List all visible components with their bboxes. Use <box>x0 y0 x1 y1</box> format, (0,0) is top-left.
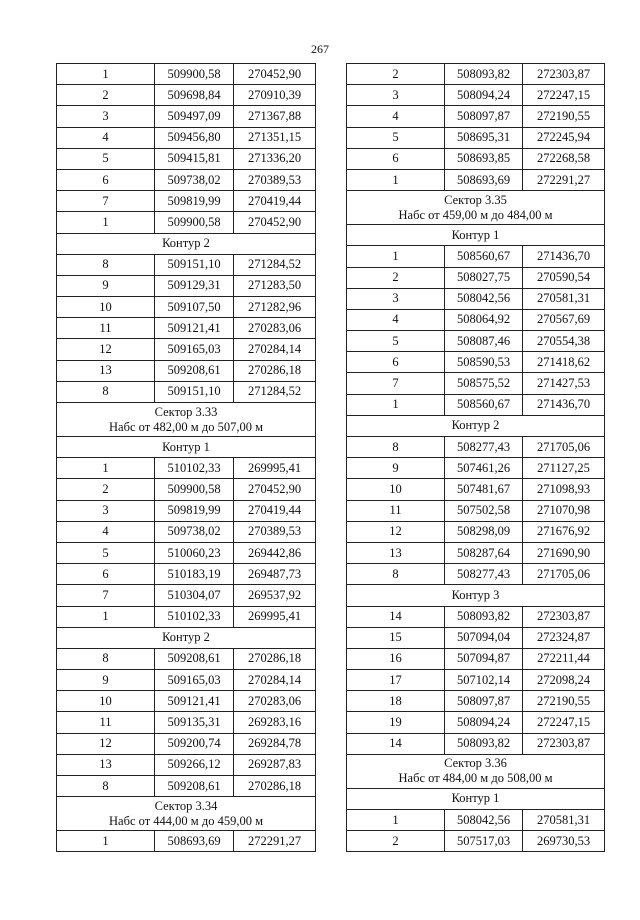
table-row <box>57 712 316 733</box>
coordinate-y: 271127,25 <box>523 458 605 479</box>
point-number: 10 <box>57 297 155 318</box>
page-number: 267 <box>311 42 329 56</box>
coordinate-x: 510060,23 <box>155 542 234 563</box>
table-row <box>57 564 316 585</box>
table-row <box>347 500 605 521</box>
point-number: 7 <box>57 585 155 606</box>
coordinate-y: 270590,54 <box>523 267 605 288</box>
coordinate-y: 269284,78 <box>234 733 316 754</box>
coordinate-x: 510102,33 <box>155 606 234 627</box>
coordinate-y: 272291,27 <box>523 169 605 190</box>
point-number: 9 <box>347 458 445 479</box>
coordinate-y: 269287,83 <box>234 754 316 775</box>
table-row <box>57 85 316 106</box>
coordinates-table-left <box>56 63 316 852</box>
coordinate-x: 508560,67 <box>445 246 523 267</box>
coordinate-y: 269730,53 <box>523 831 605 852</box>
point-number: 16 <box>347 648 445 669</box>
coordinate-y: 271418,62 <box>523 352 605 373</box>
point-number: 5 <box>347 331 445 352</box>
coordinate-y: 269537,92 <box>234 585 316 606</box>
coordinate-y: 272303,87 <box>523 733 605 754</box>
coordinate-x: 507517,03 <box>445 831 523 852</box>
coordinate-y: 269995,41 <box>234 606 316 627</box>
point-number: 13 <box>347 542 445 563</box>
table-row <box>57 500 316 521</box>
contour-label: Контур 1 <box>57 437 316 458</box>
contour-header-row <box>347 225 605 246</box>
coordinate-y: 272291,27 <box>234 831 316 852</box>
point-number: 1 <box>57 458 155 479</box>
coordinate-x: 509738,02 <box>155 169 234 190</box>
point-number: 2 <box>347 267 445 288</box>
coordinate-x: 508093,82 <box>445 733 523 754</box>
point-number: 18 <box>347 691 445 712</box>
coordinate-y: 269442,86 <box>234 542 316 563</box>
sector-title: Сектор 3.36 <box>444 756 507 771</box>
table-row <box>347 309 605 330</box>
coordinate-y: 271284,52 <box>234 381 316 402</box>
table-row <box>57 212 316 233</box>
coordinate-x: 509456,80 <box>155 127 234 148</box>
coordinate-x: 508693,69 <box>445 169 523 190</box>
point-number: 4 <box>57 127 155 148</box>
table-row <box>347 627 605 648</box>
point-number: 17 <box>347 670 445 691</box>
coordinate-y: 270419,44 <box>234 191 316 212</box>
table-row <box>347 437 605 458</box>
coordinate-x: 508287,64 <box>445 542 523 563</box>
coordinate-y: 272303,87 <box>523 606 605 627</box>
table-row <box>57 542 316 563</box>
table-row <box>347 648 605 669</box>
table-row <box>347 352 605 373</box>
point-number: 6 <box>57 169 155 190</box>
point-number: 9 <box>57 275 155 296</box>
point-number: 4 <box>347 106 445 127</box>
table-row <box>57 381 316 402</box>
coordinate-y: 271436,70 <box>523 394 605 415</box>
coordinate-y: 270284,14 <box>234 339 316 360</box>
sector-height-range: Набс от 482,00 м до 507,00 м <box>109 419 263 434</box>
coordinate-y: 271705,06 <box>523 437 605 458</box>
point-number: 7 <box>57 191 155 212</box>
coordinate-x: 509151,10 <box>155 254 234 275</box>
coordinate-y: 270283,06 <box>234 691 316 712</box>
table-row <box>347 458 605 479</box>
coordinate-x: 508094,24 <box>445 712 523 733</box>
table-row <box>57 606 316 627</box>
table-row <box>347 521 605 542</box>
table-row <box>57 169 316 190</box>
point-number: 3 <box>347 85 445 106</box>
coordinate-x: 510102,33 <box>155 458 234 479</box>
coordinate-x: 508277,43 <box>445 564 523 585</box>
table-row <box>57 148 316 169</box>
coordinate-x: 509121,41 <box>155 318 234 339</box>
coordinate-y: 271070,98 <box>523 500 605 521</box>
point-number: 10 <box>57 691 155 712</box>
contour-header-row <box>347 788 605 809</box>
coordinate-y: 271705,06 <box>523 564 605 585</box>
sector-height-range: Набс от 459,00 м до 484,00 м <box>398 207 553 222</box>
coordinate-x: 510183,19 <box>155 564 234 585</box>
coordinate-x: 508590,53 <box>445 352 523 373</box>
point-number: 7 <box>347 373 445 394</box>
sector-header-row <box>347 191 605 225</box>
coordinate-y: 270581,31 <box>523 288 605 309</box>
coordinate-x: 507102,14 <box>445 670 523 691</box>
coordinate-x: 509497,09 <box>155 106 234 127</box>
table-row <box>57 521 316 542</box>
coordinate-x: 508097,87 <box>445 106 523 127</box>
coordinate-y: 272268,58 <box>523 148 605 169</box>
point-number: 5 <box>347 127 445 148</box>
contour-header-row <box>347 415 605 436</box>
coordinate-x: 509698,84 <box>155 85 234 106</box>
table-row <box>347 64 605 85</box>
table-row <box>347 85 605 106</box>
coordinate-y: 271336,20 <box>234 148 316 169</box>
table-row <box>57 360 316 381</box>
contour-header-row <box>57 437 316 458</box>
coordinate-x: 508695,31 <box>445 127 523 148</box>
coordinate-y: 270554,38 <box>523 331 605 352</box>
coordinate-x: 509819,99 <box>155 191 234 212</box>
coordinate-y: 272211,44 <box>523 648 605 669</box>
point-number: 8 <box>57 776 155 797</box>
table-row <box>57 275 316 296</box>
point-number: 12 <box>57 733 155 754</box>
coordinate-x: 508575,52 <box>445 373 523 394</box>
coordinate-x: 508693,85 <box>445 148 523 169</box>
coordinate-y: 270419,44 <box>234 500 316 521</box>
table-row <box>57 254 316 275</box>
coordinate-y: 272098,24 <box>523 670 605 691</box>
table-row <box>57 776 316 797</box>
sector-header <box>347 191 605 225</box>
table-row <box>347 127 605 148</box>
table-row <box>57 106 316 127</box>
contour-label: Контур 2 <box>347 415 605 436</box>
coordinate-x: 507502,58 <box>445 500 523 521</box>
contour-label: Контур 2 <box>57 233 316 254</box>
coordinates-table-right <box>346 63 605 852</box>
coordinate-x: 510304,07 <box>155 585 234 606</box>
coordinate-y: 272247,15 <box>523 85 605 106</box>
table-row <box>347 564 605 585</box>
table-row <box>347 394 605 415</box>
table-row <box>347 288 605 309</box>
coordinate-x: 509900,58 <box>155 479 234 500</box>
coordinate-y: 270284,14 <box>234 670 316 691</box>
contour-label: Контур 3 <box>347 585 605 606</box>
coordinate-x: 509208,61 <box>155 360 234 381</box>
coordinate-x: 508027,75 <box>445 267 523 288</box>
coordinate-x: 509121,41 <box>155 691 234 712</box>
coordinate-x: 508277,43 <box>445 437 523 458</box>
coordinate-y: 272190,55 <box>523 106 605 127</box>
coordinate-x: 508097,87 <box>445 691 523 712</box>
coordinate-y: 270389,53 <box>234 521 316 542</box>
point-number: 11 <box>347 500 445 521</box>
coordinate-y: 271282,96 <box>234 297 316 318</box>
coordinate-x: 508094,24 <box>445 85 523 106</box>
point-number: 8 <box>57 254 155 275</box>
point-number: 11 <box>57 318 155 339</box>
point-number: 14 <box>347 606 445 627</box>
point-number: 8 <box>347 437 445 458</box>
coordinate-x: 507094,04 <box>445 627 523 648</box>
point-number: 13 <box>57 754 155 775</box>
point-number: 10 <box>347 479 445 500</box>
coordinate-y: 270286,18 <box>234 360 316 381</box>
contour-label: Контур 1 <box>347 225 605 246</box>
sector-header <box>347 754 605 788</box>
coordinate-y: 270452,90 <box>234 212 316 233</box>
point-number: 2 <box>57 85 155 106</box>
coordinate-x: 509107,50 <box>155 297 234 318</box>
coordinate-y: 270581,31 <box>523 810 605 831</box>
table-row <box>57 691 316 712</box>
point-number: 3 <box>57 500 155 521</box>
point-number: 1 <box>57 64 155 85</box>
point-number: 1 <box>57 606 155 627</box>
table-row <box>57 754 316 775</box>
coordinate-x: 509135,31 <box>155 712 234 733</box>
point-number: 5 <box>57 148 155 169</box>
sector-header-row <box>57 403 316 437</box>
coordinate-x: 508042,56 <box>445 810 523 831</box>
contour-label: Контур 2 <box>57 627 316 648</box>
coordinate-x: 509151,10 <box>155 381 234 402</box>
table-row <box>57 670 316 691</box>
coordinate-x: 507461,26 <box>445 458 523 479</box>
coordinate-x: 508298,09 <box>445 521 523 542</box>
coordinate-x: 509208,61 <box>155 776 234 797</box>
coordinate-y: 271283,50 <box>234 275 316 296</box>
coordinate-x: 509129,31 <box>155 275 234 296</box>
coordinate-y: 271367,88 <box>234 106 316 127</box>
coordinate-y: 271098,93 <box>523 479 605 500</box>
coordinate-x: 507481,67 <box>445 479 523 500</box>
point-number: 2 <box>347 831 445 852</box>
point-number: 1 <box>347 810 445 831</box>
table-row <box>57 64 316 85</box>
point-number: 8 <box>57 648 155 669</box>
coordinate-y: 272190,55 <box>523 691 605 712</box>
sector-height-range: Набс от 484,00 м до 508,00 м <box>398 771 553 786</box>
table-row <box>347 831 605 852</box>
point-number: 5 <box>57 542 155 563</box>
coordinate-x: 508560,67 <box>445 394 523 415</box>
sector-header <box>57 403 316 437</box>
point-number: 14 <box>347 733 445 754</box>
coordinate-y: 270910,39 <box>234 85 316 106</box>
coordinate-y: 271427,53 <box>523 373 605 394</box>
coordinate-y: 270286,18 <box>234 648 316 669</box>
table-row <box>347 542 605 563</box>
contour-label: Контур 1 <box>347 788 605 809</box>
sector-title: Сектор 3.33 <box>154 404 218 419</box>
coordinate-x: 509208,61 <box>155 648 234 669</box>
coordinate-y: 270567,69 <box>523 309 605 330</box>
point-number: 2 <box>57 479 155 500</box>
point-number: 1 <box>347 246 445 267</box>
table-row <box>347 691 605 712</box>
table-row <box>57 458 316 479</box>
sector-header <box>57 797 316 831</box>
point-number: 1 <box>57 831 155 852</box>
point-number: 3 <box>347 288 445 309</box>
coordinate-x: 509266,12 <box>155 754 234 775</box>
coordinate-y: 271351,15 <box>234 127 316 148</box>
point-number: 1 <box>347 169 445 190</box>
coordinate-y: 270452,90 <box>234 479 316 500</box>
coordinate-y: 270283,06 <box>234 318 316 339</box>
coordinate-y: 272324,87 <box>523 627 605 648</box>
coordinate-y: 269283,16 <box>234 712 316 733</box>
coordinate-x: 508042,56 <box>445 288 523 309</box>
contour-header-row <box>347 585 605 606</box>
table-row <box>57 479 316 500</box>
table-row <box>57 733 316 754</box>
coordinate-x: 509738,02 <box>155 521 234 542</box>
coordinate-y: 269995,41 <box>234 458 316 479</box>
point-number: 4 <box>57 521 155 542</box>
coordinate-x: 509165,03 <box>155 670 234 691</box>
table-row <box>347 331 605 352</box>
table-row <box>347 246 605 267</box>
table-row <box>57 585 316 606</box>
coordinate-y: 270286,18 <box>234 776 316 797</box>
point-number: 1 <box>57 212 155 233</box>
point-number: 12 <box>57 339 155 360</box>
coordinate-y: 272247,15 <box>523 712 605 733</box>
table-row <box>57 648 316 669</box>
table-row <box>347 810 605 831</box>
point-number: 8 <box>347 564 445 585</box>
coordinate-x: 509900,58 <box>155 212 234 233</box>
point-number: 4 <box>347 309 445 330</box>
point-number: 19 <box>347 712 445 733</box>
coordinate-y: 271676,92 <box>523 521 605 542</box>
point-number: 6 <box>347 148 445 169</box>
coordinate-x: 509819,99 <box>155 500 234 521</box>
table-row <box>347 479 605 500</box>
contour-header-row <box>57 233 316 254</box>
point-number: 9 <box>57 670 155 691</box>
table-row <box>347 267 605 288</box>
point-number: 15 <box>347 627 445 648</box>
coordinate-x: 509165,03 <box>155 339 234 360</box>
coordinate-x: 509200,74 <box>155 733 234 754</box>
point-number: 2 <box>347 64 445 85</box>
table-row <box>347 606 605 627</box>
table-row <box>347 169 605 190</box>
coordinate-x: 509900,58 <box>155 64 234 85</box>
point-number: 12 <box>347 521 445 542</box>
table-row <box>57 318 316 339</box>
contour-header-row <box>57 627 316 648</box>
coordinate-y: 270389,53 <box>234 169 316 190</box>
coordinate-y: 271284,52 <box>234 254 316 275</box>
coordinate-x: 508064,92 <box>445 309 523 330</box>
sector-header-row <box>57 797 316 831</box>
coordinate-y: 269487,73 <box>234 564 316 585</box>
table-row <box>347 670 605 691</box>
point-number: 1 <box>347 394 445 415</box>
table-row <box>347 712 605 733</box>
coordinate-x: 508093,82 <box>445 606 523 627</box>
coordinate-y: 270452,90 <box>234 64 316 85</box>
table-row <box>57 339 316 360</box>
table-row <box>57 831 316 852</box>
sector-height-range: Набс от 444,00 м до 459,00 м <box>109 813 263 828</box>
table-row <box>57 127 316 148</box>
coordinate-y: 271690,90 <box>523 542 605 563</box>
table-row <box>57 191 316 212</box>
table-row <box>347 373 605 394</box>
coordinate-x: 507094,87 <box>445 648 523 669</box>
point-number: 13 <box>57 360 155 381</box>
coordinate-x: 508693,69 <box>155 831 234 852</box>
table-row <box>347 148 605 169</box>
table-row <box>347 106 605 127</box>
coordinate-y: 272245,94 <box>523 127 605 148</box>
point-number: 11 <box>57 712 155 733</box>
point-number: 6 <box>347 352 445 373</box>
point-number: 3 <box>57 106 155 127</box>
coordinate-y: 271436,70 <box>523 246 605 267</box>
coordinate-x: 509415,81 <box>155 148 234 169</box>
table-row <box>347 733 605 754</box>
sector-title: Сектор 3.34 <box>154 798 218 813</box>
point-number: 6 <box>57 564 155 585</box>
sector-title: Сектор 3.35 <box>444 192 507 207</box>
coordinate-x: 508087,46 <box>445 331 523 352</box>
coordinate-x: 508093,82 <box>445 64 523 85</box>
point-number: 8 <box>57 381 155 402</box>
coordinate-y: 272303,87 <box>523 64 605 85</box>
table-row <box>57 297 316 318</box>
sector-header-row <box>347 754 605 788</box>
